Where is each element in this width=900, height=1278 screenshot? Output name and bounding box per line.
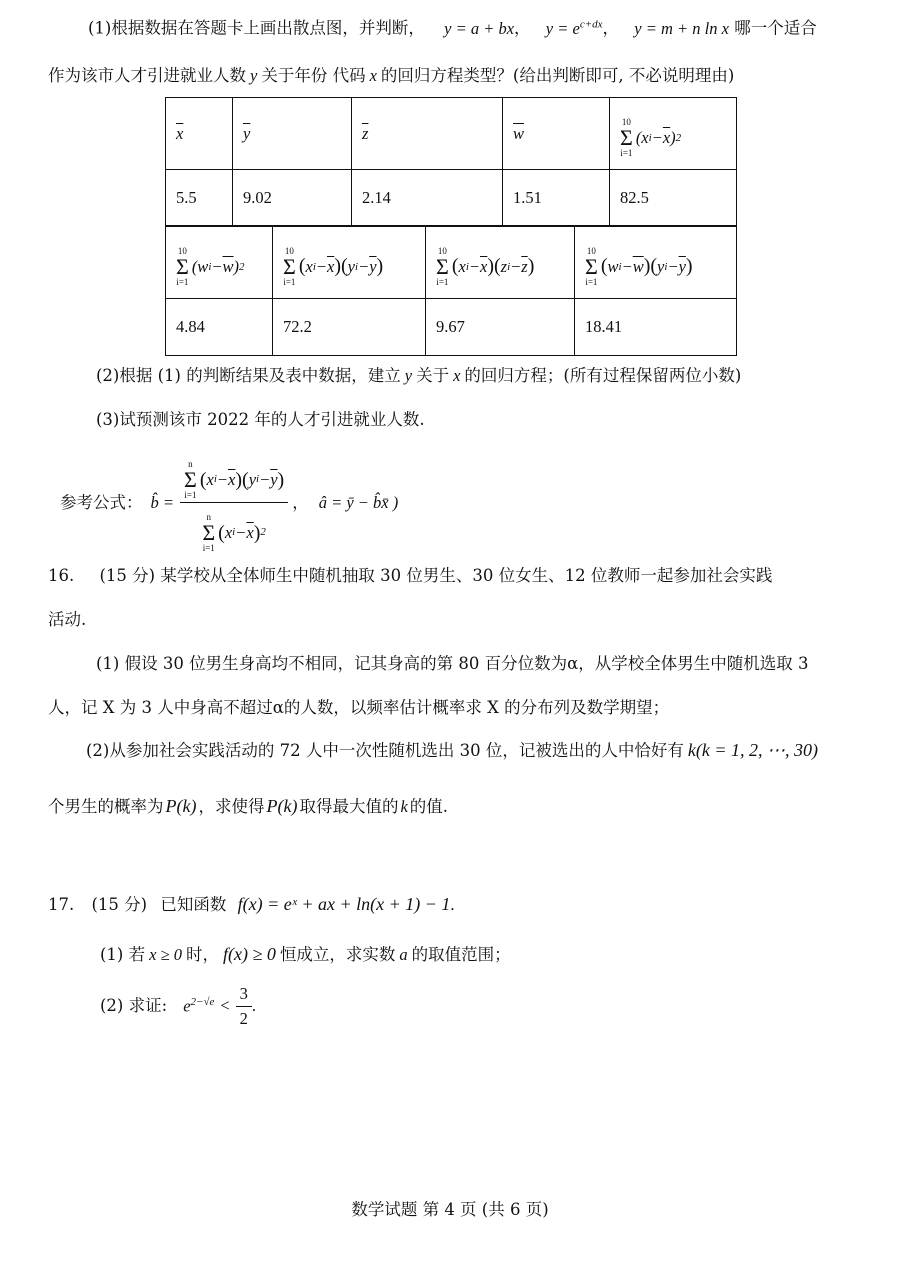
formula-label: 参考公式： xyxy=(60,492,143,512)
model-exponential: $y = e^{c+dx}$ xyxy=(545,18,603,38)
q15-part3: (3)试预测该市 2022 年的人才引进就业人数. xyxy=(96,410,425,429)
header-sum-w-sq: 10 Σ i=1 (w i − $\overline{w}$ ) 2 xyxy=(166,227,273,299)
reference-formula: 参考公式： b̂ = n Σ i=1 ( x i − $\overline{x}$ )( y i − $\overline{y}$ ) n Σ i=1 ( x i − $\overline{x}$ ) 2 ， â = ȳ − b̂x̄ ) xyxy=(60,452,398,553)
q16-stem-line2: 活动. xyxy=(48,610,87,629)
q16-part2-line1: (2)从参加社会实践活动的 72 人中一次性随机选出 30 位，记被选出的人中恰好有 k(k = 1, 2, ⋯, 30) xyxy=(86,740,818,760)
value-y-bar: 9.02 xyxy=(233,170,352,226)
q15-part1-line1: (1)根据数据在答题卡上画出散点图，并判断， y = a + bx， $y = e^{c+dx}$， y = m + n ln x 哪一个适合 xyxy=(88,18,817,38)
three-halves-fraction: $\frac{3}{2}$ xyxy=(236,984,252,1029)
value-sum-wy: 18.41 xyxy=(575,299,737,356)
value-sum-xy: 72.2 xyxy=(273,299,426,356)
q17-part1: (1) 若 x ≥ 0 时， f(x) ≥ 0 恒成立，求实数 a 的取值范围； xyxy=(100,944,511,964)
q16-part1-line1: (1) 假设 30 位男生身高均不相同，记其身高的第 80 百分位数为α，从学校全体男生中随机选取 3 xyxy=(96,654,809,673)
header-sum-xy: 10 Σ i=1 ( x i − $\overline{x}$ )( y i − $\overline{y}$ ) xyxy=(273,227,426,299)
q16-number: 16. xyxy=(48,566,75,585)
value-sum-w-sq: 4.84 xyxy=(166,299,273,356)
header-sum-xz: 10 Σ i=1 ( x i − $\overline{x}$ )( z i − $\overline{z}$ ) xyxy=(426,227,575,299)
header-sum-wy: 10 Σ i=1 ( w i − $\overline{w}$ )( y i − $\overline{y}$ ) xyxy=(575,227,737,299)
q15-part1-line2: 作为该市人才引进就业人数 y 关于年份 代码 x 的回归方程类型？(给出判断即可, 不必说明理由) xyxy=(48,66,735,85)
value-x-bar: 5.5 xyxy=(166,170,233,226)
statistics-table-2 xyxy=(165,226,737,356)
header-y-bar: $\overline{y}$ xyxy=(233,98,352,170)
formula-fraction: n Σ i=1 ( x i − $\overline{x}$ )( y i − $\overline{y}$ ) n Σ i=1 ( x i − $\overline{x}$ ) 2 xyxy=(180,452,288,553)
header-sum-x-sq: 10 Σ i=1 (x i − $\overline{x}$ ) 2 xyxy=(610,98,737,170)
q17-inequality: $e^{2-√e}$ xyxy=(183,996,215,1016)
header-w-bar: $\overline{w}$ xyxy=(503,98,610,170)
value-sum-xz: 9.67 xyxy=(426,299,575,356)
value-w-bar: 1.51 xyxy=(503,170,610,226)
q17-function: f(x) = eˣ + ax + ln(x + 1) − 1 xyxy=(237,894,451,914)
q15-part2: (2)根据 (1) 的判断结果及表中数据，建立 y 关于 x 的回归方程；(所有过程保留两位小数) xyxy=(96,366,742,385)
page-footer: 数学试题 第 4 页 (共 6 页) xyxy=(351,1200,549,1219)
header-x-bar: $\overline{x}$ xyxy=(166,98,233,170)
model-log: y = m + n ln x xyxy=(634,18,729,38)
q17-score: (15 分) xyxy=(91,895,148,914)
value-z-bar: 2.14 xyxy=(352,170,503,226)
q17-part2: (2) 求证: $e^{2-√e}$ < $\frac{3}{2}$ . xyxy=(100,984,257,1028)
q17-stem: 17. (15 分) 已知函数 f(x) = eˣ + ax + ln(x + 1) − 1. xyxy=(48,894,455,914)
model-linear: y = a + bx xyxy=(444,18,515,38)
q16-part1-line2: 人，记 X 为 3 人中身高不超过α的人数，以频率估计概率求 X 的分布列及数学期望； xyxy=(48,698,670,717)
q16-stem-line1: 16. (15 分) 某学校从全体师生中随机抽取 30 位男生、30 位女生、12 位教师一起参加社会实践 xyxy=(48,566,773,585)
value-sum-x-sq: 82.5 xyxy=(610,170,737,226)
q17-number: 17. xyxy=(48,895,75,914)
q16-part2-line2: 个男生的概率为 P(k) ，求使得 P(k) 取得最大值的 k 的值. xyxy=(48,796,449,816)
q16-score: (15 分) xyxy=(99,566,156,585)
header-z-bar: $\overline{z}$ xyxy=(352,98,503,170)
statistics-table-1 xyxy=(165,97,737,226)
